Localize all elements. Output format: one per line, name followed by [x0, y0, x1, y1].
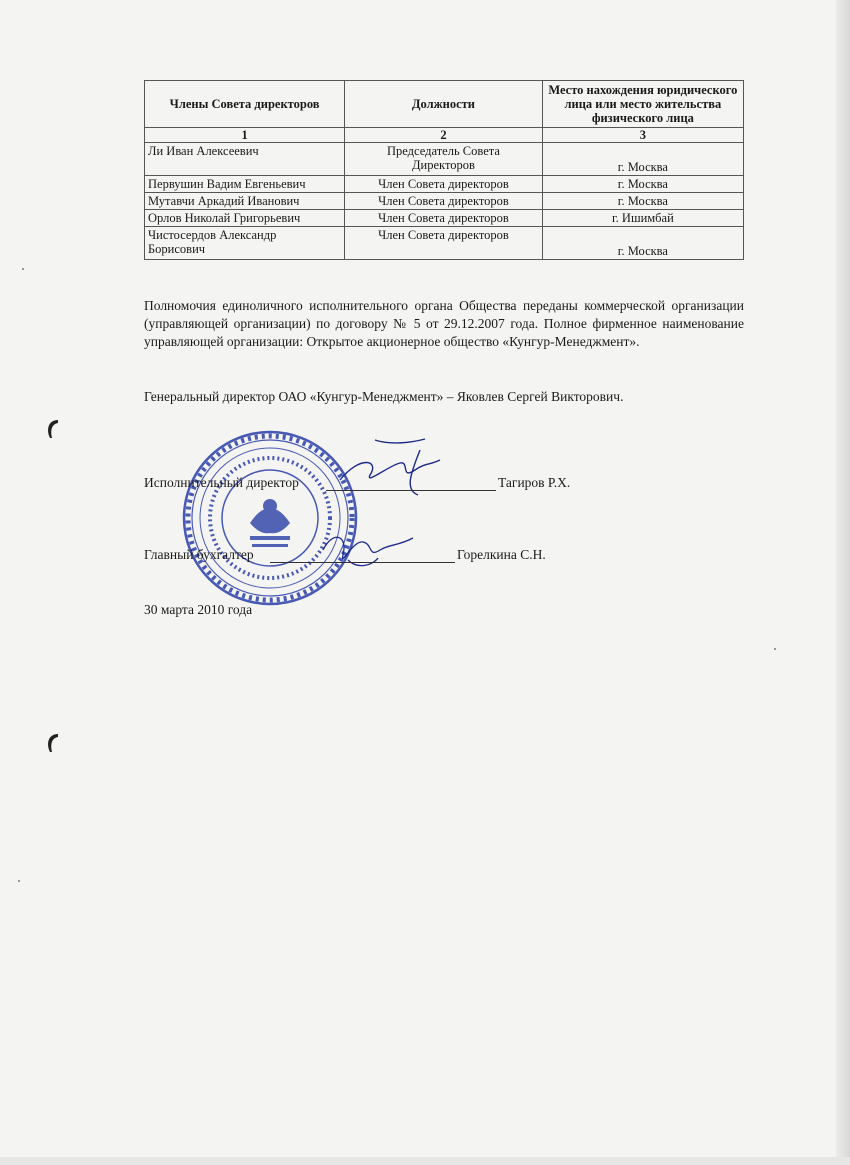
member-location: г. Москва: [542, 227, 743, 260]
signature-line: [270, 562, 455, 563]
signature-line: [326, 490, 496, 491]
column-number: 3: [542, 128, 743, 143]
table-number-row: [145, 128, 744, 143]
scan-edge: [836, 0, 850, 1165]
chief-accountant-name: Горелкина С.Н.: [457, 547, 546, 562]
management-paragraph: Полномочия единоличного исполнительного органа Общества переданы коммерческой организации (управляющей организации) по договору № 5 от 29.12.2007 года. Полное фирменное наименование управляющей организации: Открытое акционерное общество «Кунгур-Менеджмент».: [144, 298, 744, 349]
column-number: 1: [145, 128, 345, 143]
member-name: Чистосердов Александр Борисович: [145, 227, 345, 260]
column-number: 2: [345, 128, 543, 143]
punch-hole-icon: [44, 418, 62, 440]
document-date: 30 марта 2010 года: [144, 602, 253, 617]
accountant-signature: [318, 520, 428, 575]
member-location: г. Ишимбай: [542, 210, 743, 227]
member-position: Член Совета директоров: [345, 210, 543, 227]
member-name: Ли Иван Алексеевич: [145, 143, 345, 176]
table-row: [145, 143, 744, 176]
scan-speck: [774, 648, 776, 650]
table-row: [145, 210, 744, 227]
member-position: Член Совета директоров: [345, 193, 543, 210]
scan-speck: [22, 268, 24, 270]
member-name: Мутавчи Аркадий Иванович: [145, 193, 345, 210]
table-header-row: [145, 81, 744, 128]
header-members: Члены Совета директоров: [145, 81, 345, 128]
member-name: Орлов Николай Григорьевич: [145, 210, 345, 227]
table-row: [145, 227, 744, 260]
punch-hole-icon: [44, 732, 62, 754]
member-location: г. Москва: [542, 193, 743, 210]
header-positions: Должности: [345, 81, 543, 128]
executive-signature: [330, 435, 460, 505]
member-position: Член Совета директоров: [345, 227, 543, 260]
member-position: Председатель Совета Директоров: [345, 143, 543, 176]
member-position: Член Совета директоров: [345, 176, 543, 193]
member-location: г. Москва: [542, 143, 743, 176]
member-location: г. Москва: [542, 176, 743, 193]
executive-director-name: Тагиров Р.Х.: [498, 475, 571, 490]
header-location: Место нахождения юридического лица или место жительства физического лица: [542, 81, 743, 128]
chief-accountant-label: Главный бухгалтер: [144, 547, 254, 562]
executive-director-label: Исполнительный директор: [144, 475, 299, 490]
general-director-paragraph: Генеральный директор ОАО «Кунгур-Менеджмент» – Яковлев Сергей Викторович.: [144, 389, 624, 404]
table-row: [145, 176, 744, 193]
table-row: [145, 193, 744, 210]
scan-edge-bottom: [0, 1157, 850, 1165]
member-name: Первушин Вадим Евгеньевич: [145, 176, 345, 193]
board-of-directors-table: [144, 80, 744, 260]
scan-speck: [18, 880, 20, 882]
